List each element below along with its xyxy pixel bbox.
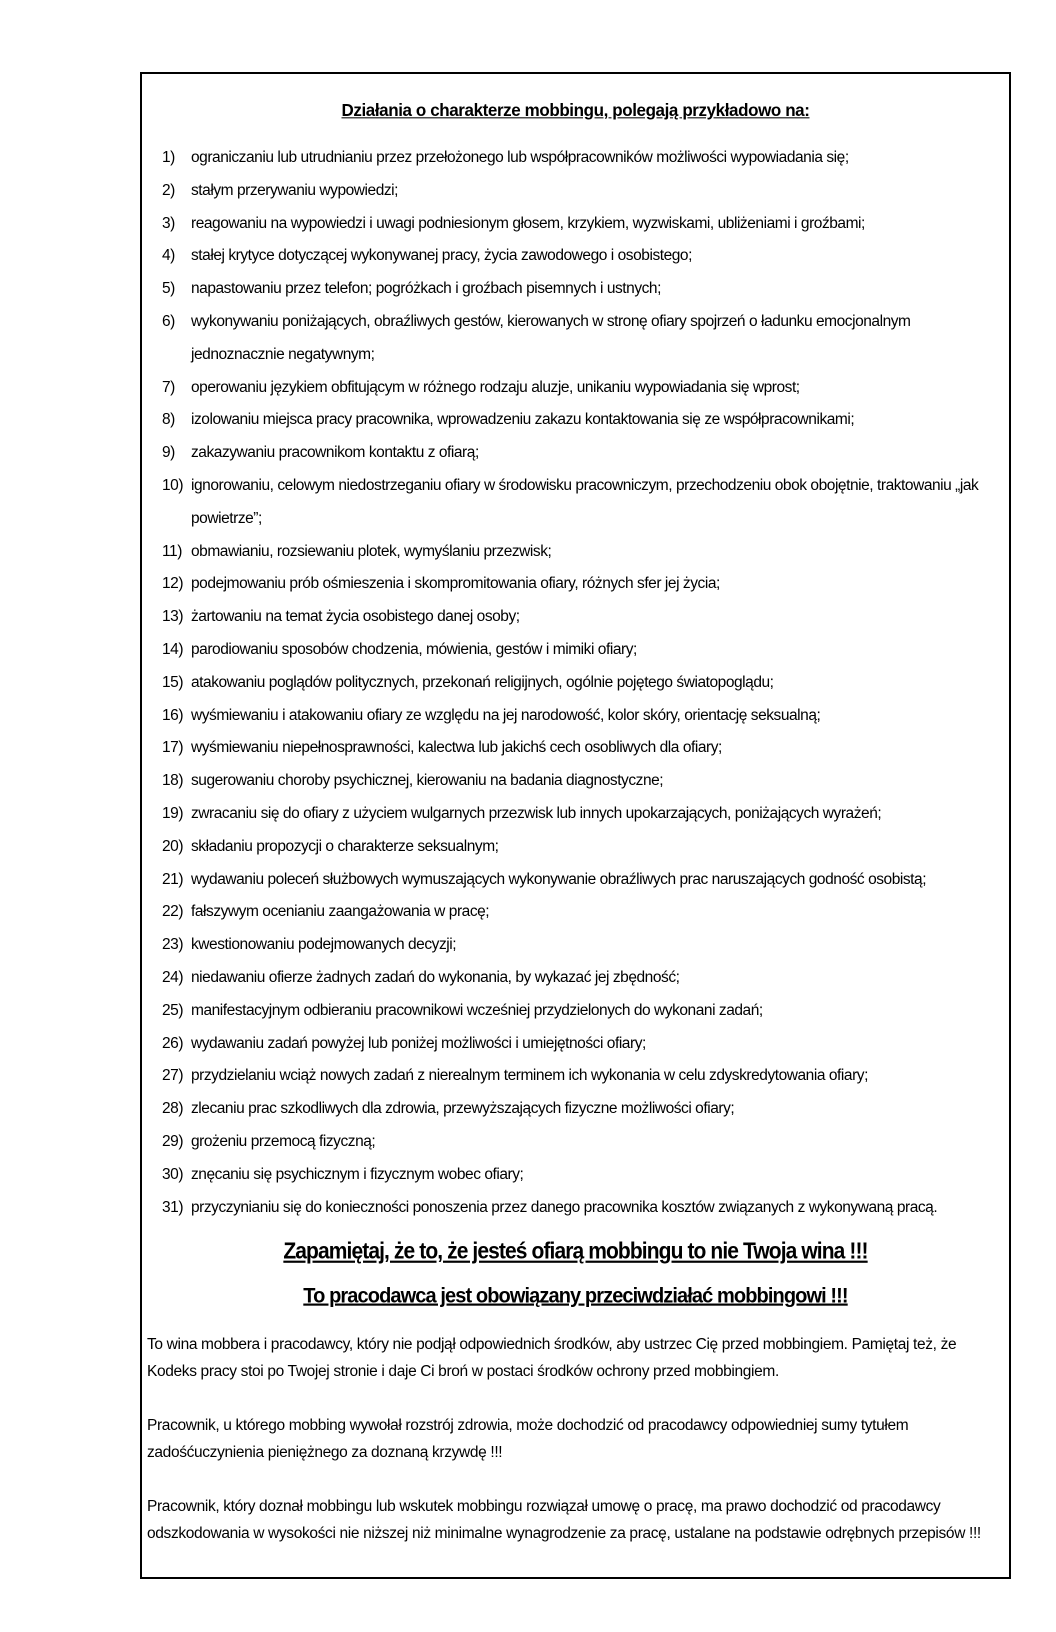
list-item — [162, 1126, 999, 1159]
list-item-number: 10) — [162, 476, 184, 494]
list-item-text: wydawaniu zadań powyżej lub poniżej możliwości i umiejętności ofiary; — [191, 1034, 646, 1052]
list-item — [162, 175, 999, 208]
list-item — [162, 273, 999, 306]
list-item-number: 28) — [162, 1100, 184, 1118]
list-item-text: zwracaniu się do ofiary z użyciem wulgarnych przezwisk lub innych upokarzających, poniżających wyrażeń; — [191, 804, 882, 822]
list-item-text: sugerowaniu choroby psychicznej, kierowaniu na badania diagnostyczne; — [191, 772, 664, 790]
list-item-text: parodiowaniu sposobów chodzenia, mówienia, gestów i mimiki ofiary; — [191, 640, 637, 658]
list-item-number: 6) — [162, 312, 175, 330]
list-item-text: stałej krytyce dotyczącej wykonywanej pracy, życia zawodowego i osobistego; — [191, 247, 692, 265]
list-item-text: reagowaniu na wypowiedzi i uwagi podniesionym głosem, krzykiem, wyzwiskami, ubliżeniami i groźbami; — [191, 214, 865, 232]
list-item — [162, 765, 999, 798]
list-item-number: 23) — [162, 936, 184, 954]
list-item — [162, 1093, 999, 1126]
closing-paragraphs — [142, 1331, 1009, 1547]
list-item — [162, 372, 999, 405]
list-item-number: 20) — [162, 837, 184, 855]
list-item-number: 26) — [162, 1034, 184, 1052]
list-item-number: 9) — [162, 444, 175, 462]
list-item-number: 25) — [162, 1001, 184, 1019]
list-item-number: 19) — [162, 804, 184, 822]
list-item-text: obmawianiu, rozsiewaniu plotek, wymyślaniu przezwisk; — [191, 542, 552, 560]
list-item-text: fałszywym ocenianiu zaangażowania w pracę; — [191, 903, 490, 921]
list-item-text: znęcaniu się psychicznym i fizycznym wobec ofiary; — [191, 1165, 524, 1183]
list-item-number: 16) — [162, 706, 184, 724]
list-item — [162, 437, 999, 470]
list-item-number: 15) — [162, 673, 184, 691]
list-item-number: 27) — [162, 1067, 184, 1085]
list-item-text: grożeniu przemocą fizyczną; — [191, 1132, 376, 1150]
list-item-text: napastowaniu przez telefon; pogróżkach i groźbach pisemnych i ustnych; — [191, 280, 661, 298]
list-item-text: kwestionowaniu podejmowanych decyzji; — [191, 936, 457, 954]
list-item-number: 7) — [162, 378, 175, 396]
list-item — [162, 798, 999, 831]
list-item-number: 29) — [162, 1132, 184, 1150]
list-item-text: wyśmiewaniu niepełnosprawności, kalectwa lub jakichś cech osobliwych dla ofiary; — [191, 739, 722, 757]
list-item — [162, 568, 999, 601]
list-item-number: 11) — [162, 542, 182, 560]
list-item-text: zlecaniu prac szkodliwych dla zdrowia, przewyższających fizyczne możliwości ofiary; — [191, 1100, 735, 1118]
list-item-number: 3) — [162, 214, 175, 232]
list-item — [162, 864, 999, 897]
list-item-number: 5) — [162, 280, 175, 298]
document-sheet — [140, 72, 1011, 1579]
list-item — [162, 732, 999, 765]
list-item — [162, 995, 999, 1028]
list-item — [162, 208, 999, 241]
list-item-number: 24) — [162, 968, 184, 986]
list-item — [162, 306, 999, 372]
list-item — [162, 470, 999, 536]
paragraph-mobber-blame: To wina mobbera i pracodawcy, który nie podjął odpowiednich środków, aby ustrzec Cię przed mobbingiem. Pamiętaj też, że Kodeks pracy stoi po Twojej stronie i daje Ci broń w postaci środków ochrony przed mobbingiem. — [147, 1336, 957, 1381]
list-item-number: 17) — [162, 739, 184, 757]
list-item-text: wyśmiewaniu i atakowaniu ofiary ze względu na jej narodowość, kolor skóry, orientację seksualną; — [191, 706, 821, 724]
list-item — [162, 1028, 999, 1061]
paragraph-contract-compensation: Pracownik, który doznał mobbingu lub wskutek mobbingu rozwiązał umowę o pracę, ma prawo dochodzić od pracodawcy odszkodowania w wysokości nie niższej niż minimalne wynagrodzenie za pracę, ustalane na podstawie odrębnych przepisów !!! — [147, 1498, 981, 1543]
list-item-text: przydzielaniu wciąż nowych zadań z nierealnym terminem ich wykonania w celu zdyskredytowania ofiary; — [191, 1067, 868, 1085]
list-item-text: izolowaniu miejsca pracy pracownika, wprowadzeniu zakazu kontaktowania się ze współpracownikami; — [191, 411, 855, 429]
list-item-text: wydawaniu poleceń służbowych wymuszających wykonywanie obraźliwych prac naruszających godność osobistą; — [191, 870, 927, 888]
list-item — [162, 896, 999, 929]
list-item-number: 13) — [162, 608, 184, 626]
list-item — [162, 536, 999, 569]
emphasis-line-victim-not-your-fault: Zapamiętaj, że to, że jesteś ofiarą mobbingu to nie Twoja wina !!! — [283, 1239, 868, 1265]
list-item-number: 21) — [162, 870, 184, 888]
list-item-number: 30) — [162, 1165, 184, 1183]
list-item-text: zakazywaniu pracownikom kontaktu z ofiarą; — [191, 444, 479, 462]
list-item-number: 31) — [162, 1198, 184, 1216]
mobbing-behaviors-list — [142, 142, 1009, 1224]
list-item-number: 14) — [162, 640, 184, 658]
list-item — [162, 700, 999, 733]
list-item-text: manifestacyjnym odbieraniu pracownikowi wcześniej przydzielonych do wykonani zadań; — [191, 1001, 763, 1019]
list-item-number: 2) — [162, 181, 175, 199]
list-item — [162, 404, 999, 437]
list-item-text: podejmowaniu prób ośmieszenia i skompromitowania ofiary, różnych sfer jej życia; — [191, 575, 720, 593]
list-item-text: przyczynianiu się do konieczności ponoszenia przez danego pracownika kosztów związanych z wykonywaną pracą. — [191, 1198, 938, 1216]
list-item — [162, 1060, 999, 1093]
list-item-text: niedawaniu ofierze żadnych zadań do wykonania, by wykazać jej zbędność; — [191, 968, 680, 986]
list-item — [162, 667, 999, 700]
list-item — [162, 240, 999, 273]
list-item-text: składaniu propozycji o charakterze seksualnym; — [191, 837, 499, 855]
document-title: Działania o charakterze mobbingu, polegają przykładowo na: — [341, 100, 810, 121]
list-item — [162, 142, 999, 175]
list-item — [162, 831, 999, 864]
list-item-text: stałym przerywaniu wypowiedzi; — [191, 181, 399, 199]
list-item-number: 18) — [162, 772, 184, 790]
list-item-text: wykonywaniu poniżających, obraźliwych gestów, kierowanych w stronę ofiary spojrzeń o ładunku emocjonalnym jednoznacznie negatywnym; — [191, 312, 911, 363]
list-item-number: 22) — [162, 903, 184, 921]
list-item — [162, 634, 999, 667]
list-item-number: 4) — [162, 247, 175, 265]
list-item — [162, 601, 999, 634]
list-item — [162, 1192, 999, 1225]
list-item — [162, 929, 999, 962]
list-item-text: ograniczaniu lub utrudnianiu przez przełożonego lub współpracowników możliwości wypowiadania się; — [191, 149, 849, 166]
paragraph-health-compensation: Pracownik, u którego mobbing wywołał rozstrój zdrowia, może dochodzić od pracodawcy odpowiedniej sumy tytułem zadośćuczynienia pieniężnego za doznaną krzywdę !!! — [147, 1417, 909, 1462]
list-item-text: żartowaniu na temat życia osobistego danej osoby; — [191, 608, 520, 626]
list-item-text: ignorowaniu, celowym niedostrzeganiu ofiary w środowisku pracowniczym, przechodzeniu obok obojętnie, traktowaniu „jak powietrze”; — [191, 476, 979, 527]
list-item — [162, 962, 999, 995]
list-item-number: 12) — [162, 575, 184, 593]
emphasis-line-employer-obligation: To pracodawca jest obowiązany przeciwdziałać mobbingowi !!! — [303, 1284, 848, 1309]
list-item-number: 8) — [162, 411, 175, 429]
list-item-number: 1) — [162, 149, 175, 166]
list-item-text: operowaniu językiem obfitującym w różnego rodzaju aluzje, unikaniu wypowiadania się wprost; — [191, 378, 800, 396]
list-item-text: atakowaniu poglądów politycznych, przekonań religijnych, ogólnie pojętego światopoglądu; — [191, 673, 774, 691]
list-item — [162, 1159, 999, 1192]
